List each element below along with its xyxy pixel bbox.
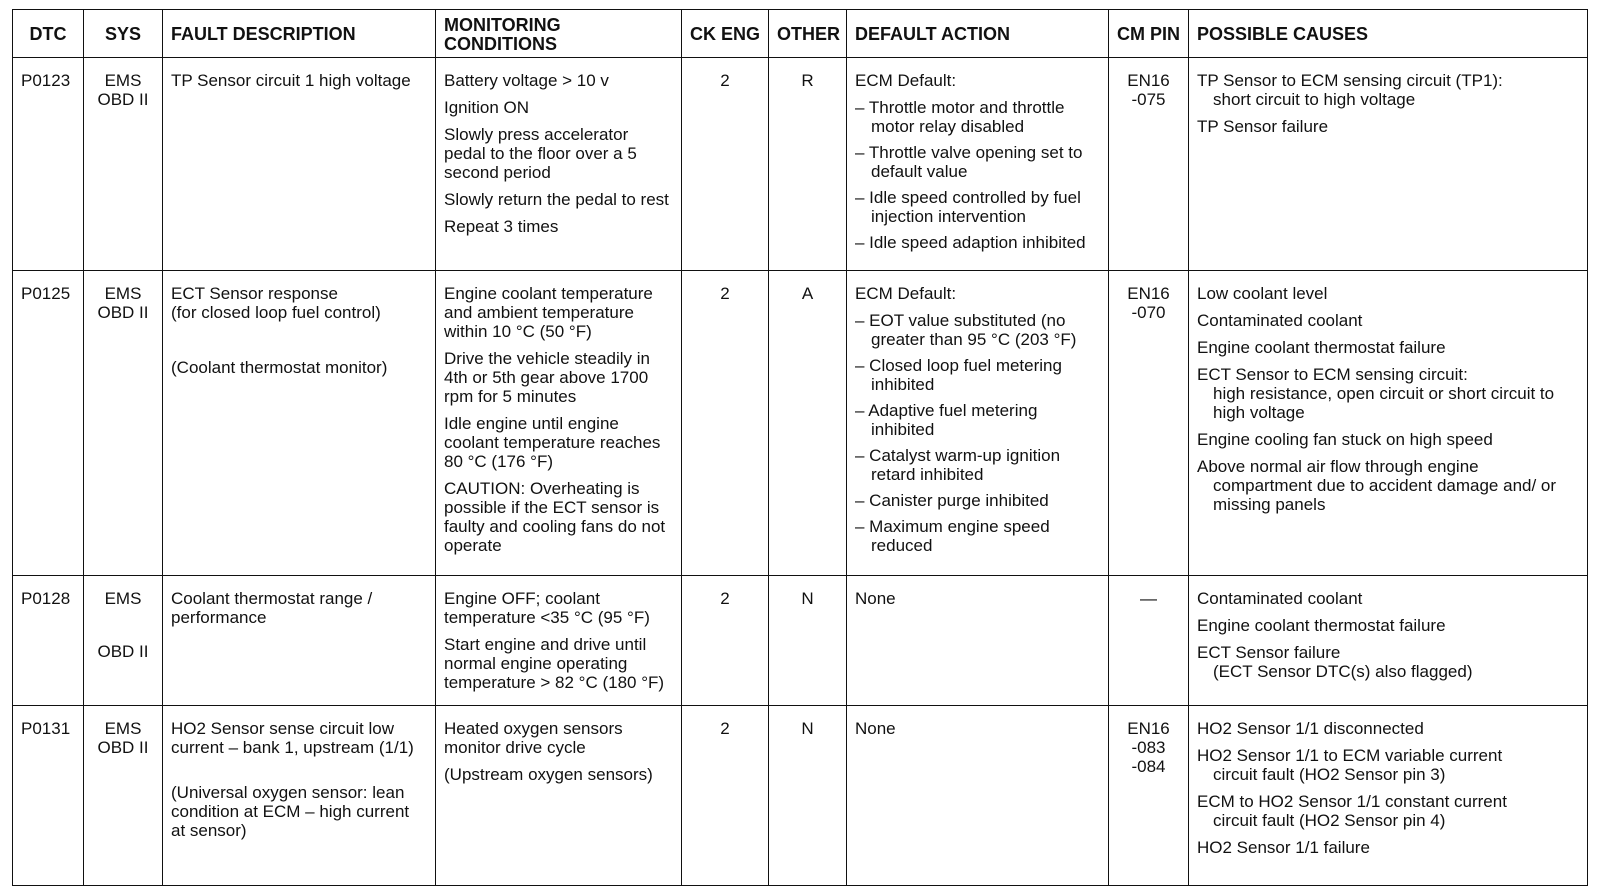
sys-line: OBD II (97, 642, 149, 661)
fault-line: (Universal oxygen sensor: lean condition at ECM – high current at sensor) (171, 783, 410, 840)
cause-text: ECT Sensor to ECM sensing circuit: (1197, 365, 1468, 384)
ck-eng-value: 2 (682, 576, 769, 706)
other-value: N (769, 706, 847, 886)
cause-text: Engine coolant thermostat failure (1197, 616, 1446, 635)
default-title: ECM Default: (855, 71, 957, 90)
table-row (13, 271, 1588, 576)
cause-text: HO2 Sensor 1/1 disconnected (1197, 719, 1424, 738)
default-item: – Idle speed adaption inhibited (855, 233, 1086, 252)
monitoring-conditions (436, 271, 682, 576)
header-other: OTHER (769, 10, 847, 58)
cm-pin-line: EN16 (1127, 719, 1170, 738)
dtc-code: P0131 (13, 706, 84, 886)
cause-subtext: high resistance, open circuit or short circuit to high voltage (1213, 384, 1555, 422)
dtc-code: P0128 (13, 576, 84, 706)
cm-pin (1109, 58, 1189, 271)
default-action (847, 58, 1109, 271)
monitoring-conditions (436, 58, 682, 271)
header-cm-pin: CM PIN (1109, 10, 1189, 58)
header-ck-eng: CK ENG (682, 10, 769, 58)
sys-line: EMS (104, 719, 142, 738)
default-action (847, 576, 1109, 706)
other-value: R (769, 58, 847, 271)
possible-causes (1189, 58, 1588, 271)
sys-line: OBD II (97, 90, 149, 109)
cause-subtext: compartment due to accident damage and/ or missing panels (1213, 476, 1557, 514)
monitoring-conditions (436, 576, 682, 706)
cause-item (1197, 746, 1579, 784)
cause-item (1197, 117, 1579, 136)
table-row (13, 58, 1588, 271)
sys-line: EMS (104, 284, 142, 303)
possible-causes (1189, 271, 1588, 576)
ck-eng-value: 2 (682, 271, 769, 576)
cause-text: TP Sensor to ECM sensing circuit (TP1): (1197, 71, 1503, 90)
dtc-code: P0125 (13, 271, 84, 576)
cm-pin-line: -083 (1131, 738, 1166, 757)
cm-pin-line: EN16 (1127, 71, 1170, 90)
fault-line: TP Sensor circuit 1 high voltage (171, 71, 411, 90)
sys-cell (84, 58, 163, 271)
fault-line: (Coolant thermostat monitor) (171, 358, 388, 377)
ck-eng-value: 2 (682, 706, 769, 886)
fault-description (163, 706, 436, 886)
header-dtc: DTC (13, 10, 84, 58)
other-value: A (769, 271, 847, 576)
possible-causes (1189, 706, 1588, 886)
monitoring-conditions (436, 706, 682, 886)
cm-pin-line: -084 (1131, 757, 1166, 776)
cm-pin-line: -070 (1131, 303, 1166, 322)
possible-causes (1189, 576, 1588, 706)
cause-text: Engine coolant thermostat failure (1197, 338, 1446, 357)
cause-item (1197, 792, 1579, 830)
cause-text: HO2 Sensor 1/1 to ECM variable current (1197, 746, 1503, 765)
cm-pin-line: — (1140, 589, 1157, 608)
header-possible-causes: POSSIBLE CAUSES (1189, 10, 1588, 58)
sys-line: OBD II (97, 738, 149, 757)
fault-line: HO2 Sensor sense circuit low current – bank 1, upstream (1/1) (171, 719, 414, 757)
monitoring-line: Heated oxygen sensors monitor drive cycle (444, 719, 623, 757)
cause-item (1197, 338, 1579, 357)
cause-text: Above normal air flow through engine (1197, 457, 1479, 476)
cause-item (1197, 430, 1579, 449)
cm-pin-line: -075 (1131, 90, 1166, 109)
default-item: – Closed loop fuel metering inhibited (855, 356, 1062, 394)
fault-description (163, 271, 436, 576)
sys-cell (84, 271, 163, 576)
cause-subtext: (ECT Sensor DTC(s) also flagged) (1213, 662, 1473, 681)
header-default-action: DEFAULT ACTION (847, 10, 1109, 58)
fault-description (163, 576, 436, 706)
monitoring-line: Repeat 3 times (444, 217, 559, 236)
monitoring-line: CAUTION: Overheating is possible if the ECT sensor is faulty and cooling fans do not operate (444, 479, 666, 555)
cm-pin-line: EN16 (1127, 284, 1170, 303)
default-item: – Idle speed controlled by fuel injection intervention (855, 188, 1081, 226)
monitoring-line: Ignition ON (444, 98, 530, 117)
fault-line: Coolant thermostat range / performance (171, 589, 373, 627)
default-item: – Maximum engine speed reduced (855, 517, 1050, 555)
cause-item (1197, 311, 1579, 330)
cause-item (1197, 643, 1579, 681)
monitoring-line: Battery voltage > 10 v (444, 71, 609, 90)
header-sys: SYS (84, 10, 163, 58)
table-row (13, 706, 1588, 886)
sys-line: OBD II (97, 303, 149, 322)
cause-subtext: circuit fault (HO2 Sensor pin 3) (1213, 765, 1446, 784)
default-action (847, 706, 1109, 886)
default-title: ECM Default: (855, 284, 957, 303)
cause-text: ECT Sensor failure (1197, 643, 1341, 662)
default-item: – EOT value substituted (no greater than 95 °C (203 °F) (855, 311, 1077, 349)
cause-item (1197, 719, 1579, 738)
cause-text: TP Sensor failure (1197, 117, 1329, 136)
dtc-table (12, 9, 1588, 886)
cm-pin (1109, 706, 1189, 886)
monitoring-line: Engine coolant temperature and ambient temperature within 10 °C (50 °F) (444, 284, 653, 341)
cause-item (1197, 616, 1579, 635)
cause-text: Contaminated coolant (1197, 311, 1363, 330)
cause-item (1197, 71, 1579, 109)
default-item: – Adaptive fuel metering inhibited (855, 401, 1038, 439)
default-item: – Throttle motor and throttle motor relay disabled (855, 98, 1065, 136)
cm-pin (1109, 271, 1189, 576)
table-row (13, 576, 1588, 706)
default-action (847, 271, 1109, 576)
default-item: – Throttle valve opening set to default value (855, 143, 1083, 181)
cause-text: Low coolant level (1197, 284, 1328, 303)
cause-item (1197, 457, 1579, 514)
cm-pin (1109, 576, 1189, 706)
header-row (13, 10, 1588, 58)
sys-cell (84, 706, 163, 886)
monitoring-line: Engine OFF; coolant temperature <35 °C (95 °F) (444, 589, 650, 627)
dtc-code: P0123 (13, 58, 84, 271)
sys-line: EMS (104, 71, 142, 90)
header-monitoring-conditions: MONITORING CONDITIONS (436, 10, 682, 58)
sys-cell (84, 576, 163, 706)
default-title: None (855, 719, 896, 738)
default-item: – Canister purge inhibited (855, 491, 1049, 510)
fault-line: (for closed loop fuel control) (171, 303, 381, 322)
cause-item (1197, 284, 1579, 303)
cause-text: Contaminated coolant (1197, 589, 1363, 608)
cause-item (1197, 838, 1579, 857)
ck-eng-value: 2 (682, 58, 769, 271)
cause-item (1197, 365, 1579, 422)
monitoring-line: Slowly return the pedal to rest (444, 190, 669, 209)
monitoring-line: (Upstream oxygen sensors) (444, 765, 653, 784)
header-fault-description: FAULT DESCRIPTION (163, 10, 436, 58)
other-value: N (769, 576, 847, 706)
cause-subtext: short circuit to high voltage (1213, 90, 1416, 109)
cause-text: Engine cooling fan stuck on high speed (1197, 430, 1493, 449)
monitoring-line: Slowly press accelerator pedal to the floor over a 5 second period (444, 125, 637, 182)
cause-text: ECM to HO2 Sensor 1/1 constant current (1197, 792, 1507, 811)
cause-text: HO2 Sensor 1/1 failure (1197, 838, 1370, 857)
cause-subtext: circuit fault (HO2 Sensor pin 4) (1213, 811, 1446, 830)
default-item: – Catalyst warm-up ignition retard inhibited (855, 446, 1061, 484)
monitoring-line: Drive the vehicle steadily in 4th or 5th gear above 1700 rpm for 5 minutes (444, 349, 650, 406)
default-title: None (855, 589, 896, 608)
monitoring-line: Idle engine until engine coolant temperature reaches 80 °C (176 °F) (444, 414, 661, 471)
sys-line: EMS (104, 589, 142, 608)
fault-line: ECT Sensor response (171, 284, 338, 303)
fault-description (163, 58, 436, 271)
cause-item (1197, 589, 1579, 608)
monitoring-line: Start engine and drive until normal engine operating temperature > 82 °C (180 °F) (444, 635, 665, 692)
